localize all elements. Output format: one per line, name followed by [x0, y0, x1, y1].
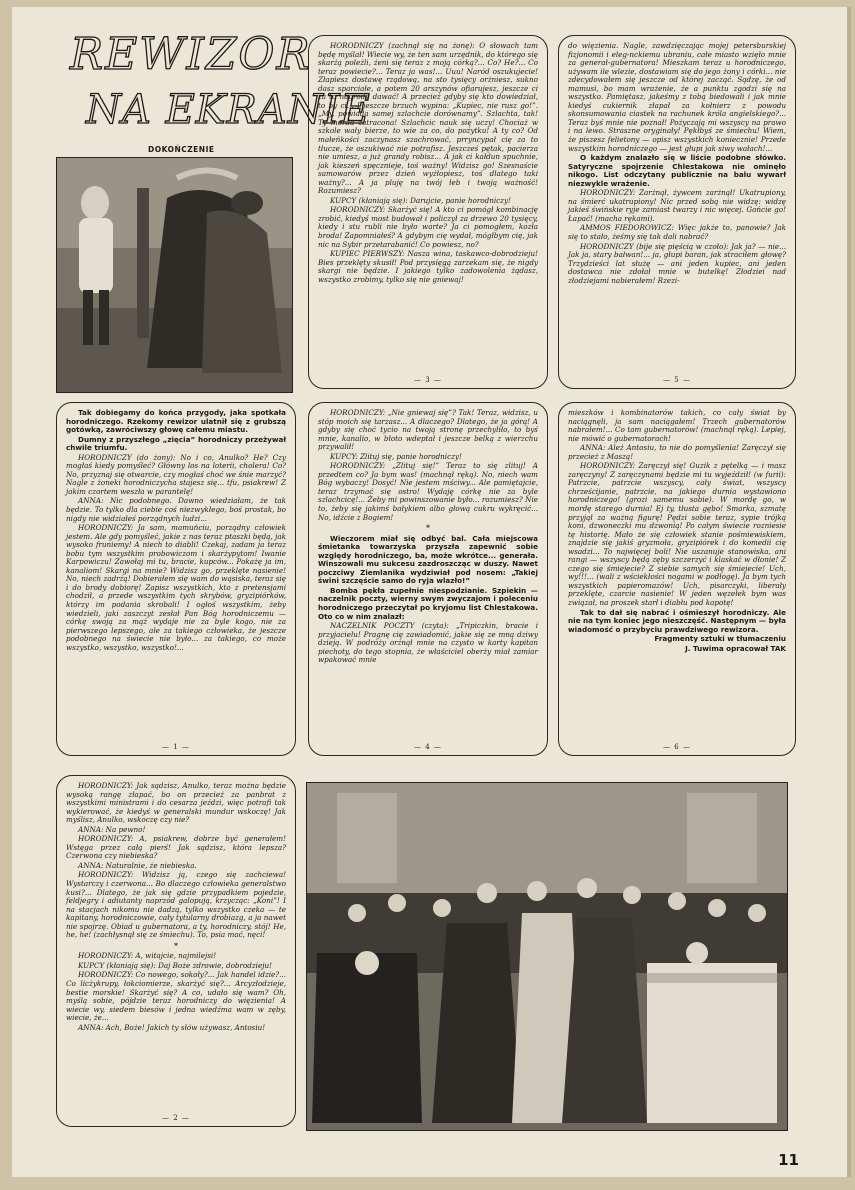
paragraph: HORODNICZY (bije się pięścią w czoło): Jak ja? — nie... Jak ja, stary bałwan!... ja, głupi baran, jak straciłem głowę? Trzydzieści lat służę — ani jeden kupiec, ani jeden dostawca nie zdołał mnie w butelkę! Złodziei nad złodziejami nabierałem! Rzezi- — [568, 241, 786, 285]
column-number: — 1 — — [162, 743, 190, 752]
paragraph: KUPCY: Zlituj się, panie horodniczy! — [330, 451, 462, 461]
paragraph: HORODNICZY: Widzisz ją, czego się zachciewa! Wystarczy i czerwona... Bo dlaczego człowieka generalstwo kusi?... Dlatego, że jak się gdzie przypadkiem pojedzie, feldjegry i adiutanty naprzód galopują, krzycząc: „Koni”! I na stacjach nikomu nie dadzą, tylko wszystko czeka — te kapitany, horodniczowie, cały tytularny drobiazg, a ja nawet nie spojrzę. Obiad u gubernatora, a ty, horodniczy, stój! He, he, he! (zachłysnął się ze śmiechu). To, psia mać, nęci! — [66, 870, 286, 940]
continuation-label: DOKOŃCZENIE — [148, 145, 215, 154]
column-number: — 5 — — [663, 376, 691, 385]
paragraph: Wieczorem miał się odbyć bal. Cała miejscowa śmietanka towarzyska przyszła zapewnić sobie względy horodniczego, ba, może wkrótce... generała. Winszowali mu sukcesu zazdroszcząc w duszy. Nawet poczciwy Ziemlanika wydziwiał pod nosem: „Takiej świni szczęście samo do ryja wlazło!” — [318, 533, 538, 586]
text-column-5 — [558, 35, 796, 389]
film-still-top — [56, 157, 293, 393]
credit-line: J. Tuwima opracował TAK — [685, 643, 786, 653]
paragraph: HORODNICZY: Ja sam, mamuńciu, porządny człowiek jestem. Ale gdy pomyśleć, jakie z nas teraz ptaszki będą, jak wysoko fruniemy! A niech to diabli! Czekaj, zadam ja teraz bobu tym wszystkim probowiczom i skarżypytom! Iwanie Karpowiczu! Zawołaj mi tu, bracie, kupców... Pokażę ja im, kanaliom! Skargi na mnie? Widzisz go, przeklęte nasienie! No, niech zadrżą! Dobierałem się wam do wąsiska, teraz się i do brody dobiorę! Zapisz wszystkich, kto z pretensjami chodził, a przede wszystkim tych skrybów, gryzipiórków, którzy im podania skrobali! I ogłoś wszystkim, żeby wiedzieli, jaki zaszczyt zesłał Pan Bóg horodniczemu — córkę swoją za mąż wydaje nie za byle kogo, nie za pierwszego lepszego, ale za takiego człowieka, że jeszcze podobnego na świecie nie było... za takiego, co może wszystko, wszystko, wszystko!... — [66, 523, 286, 652]
paragraph: ANNA: Na pewno! — [78, 824, 146, 834]
paragraph: KUPCY (kłaniają się): Daj Boże zdrowie, dobrodzieju! — [78, 960, 272, 970]
column-number: — 4 — — [414, 743, 442, 752]
text-column-4 — [308, 402, 548, 756]
paragraph: NACZELNIK POCZTY (czyta): „Tripiczkin, bracie i przyjacielu! Pragnę cię zawiadomić, jakie się ze mną dziwy dzieją. W podróży orżnął mnie na czysto w karty kapitan piechoty, do tego stopnia, że właściciel oberży miał zamiar wpakować mnie — [318, 621, 538, 665]
paragraph: KUPIEC PIERWSZY: Nasza wina, taskawco-dobrodzieju! Bies przeklęty skusił! Pod przysięgą zarzekam się, że nigdy skargi nie będzie. I jakiego tylko zadowolenia żądasz, wszystko zrobimy, tylko się nie gniewaj! — [318, 249, 538, 284]
paragraph: HORODNICZY: „Zlituj się!” Teraz to się zlituj! A przedtem co? Ja bym was! (machnął ręką). No, niech wam Bóg wybaczy! Dosyć! Nie jestem mściwy... Ale pamiętajcie, teraz trzymać się ostro! Wydaję córkę nie za byle szlachcicę!... Żeby mi powinszowanie było... rozumiesz? Nie to, żeby się jakimś bałykiem albo głową cukru wykręcić... No, idźcie z Bogiem! — [318, 461, 538, 522]
column-number: — 6 — — [663, 743, 691, 752]
column-number: — 3 — — [414, 376, 442, 385]
paragraph: HORODNICZY: A, psiakrew, dobrze być generałem! Wstęga przez całą pierś! Jak sądzisz, która lepsza? Czerwona czy niebieska? — [66, 834, 286, 861]
paragraph: HORODNICZY: Jak sądzisz, Anulko, teraz można będzie wysoką rangę złapać, bo on przecież za panbrat z wszystkimi ministrami i do cesarza jeździ, więc potrafi tak wykierować, że kiedyś w generalski mundur wskoczę! Jak myślisz, Anulko, wskoczę czy nie? — [66, 781, 286, 825]
film-still-bottom — [306, 782, 788, 1131]
paragraph: HORODNICZY (zachnął się na żonę): O słowach tam będę myślał! Wiecie wy, że ten sam urzędnik, do którego się skarżą poleżli, żeni się teraz z moją córką?... Co? He?... Co teraz powiecie?... Teraz ja was!... Uuu! Naród oszukujecie! Złapiesz dostawę rządową, na sto tysięcy orżniesz, sukno dasz sparciałe, a potem 20 arszynów ofiarujesz, jeszcze ci za to nagrodę dawać! A przecież gdyby się kto dowiedział, to by ci... I jeszcze brzuch wypina: „Kupiec, nie rusz go!”. „My, powiada samej szlachcie dorównamy”. Szlachta, tak! Ty morda zatracona! Szlachcic nauk się uczy! Chociaż w szkole wały bierze, to wie za co, do pożytku! A ty co? Od małeńkości zaczynasz szachrować, prryncypał cię za to tłucze, że oszukiwać nie potrafisz. Jeszcześ pętak, pacierza nie umiesz, a już grandy robisz... A jak ci kałdun spuchnie, jak kieszeń spęcznieje, toś ważny! Widzisz go! Szesnaście samowarów przez dzień wyżłopiesz, toś dlatego taki ważny?... A ja pluję na twój łeb i twoją ważność! Rozumiesz? — [318, 41, 538, 196]
column-number: — 2 — — [162, 1114, 190, 1123]
paragraph: KUPCY (kłaniają się): Darujcie, panie horodniczy! — [330, 195, 511, 205]
paragraph: Dumny z przyszłego „zięcia” horodniczy przeżywał chwile triumfu. — [66, 434, 286, 453]
text-column-6 — [558, 402, 796, 756]
text-column-1 — [56, 402, 296, 756]
paragraph: Tak to dał się nabrać i ośmieszył horodniczy. Ale nie na tym koniec jego nieszczęść. Następnym — była wiadomość o przybyciu prawdziwego rewizora. — [568, 607, 786, 634]
text-column-3 — [308, 35, 548, 389]
paragraph: ANNA: Naturalnie, że niebieska. — [78, 860, 197, 870]
paragraph: do więzienia. Nagle, zawdzięczając mojej petersburskiej fizjonomii i eleg-nckiemu ubraniu, całe miasto wzięło mnie za generał-gubernatora! Mieszkam teraz u horodniczego, używam ile wlezie, dostawiam się do jego żony i córki... nie zdecydowałem się jeszcze od której zacząć. Sądzę, że od mamusi, bo mam wrażenie, że a punktu zgodzi się na wszystko. Pamiętasz, jakeśmy z tobą biedowali i jak mnie kiedyś cukiernik złapał za kołnierz z powodu skonsumowania ciastek na rachunek króla angielskiego?... Teraz byś mnie nie poznał! Pożyczają mi wszyscy na prawo i na lewo. Straszne oryginały! Pękłbyś ze śmiechu! Wiem, że piszesz felietony — opisz wszystkich koniecznie! Przede wszystkim horodniczego — jest głupi jak siwy wałach!... — [568, 41, 786, 153]
headline — [64, 23, 371, 135]
paragraph: HORODNICZY: „Nie gniewaj się”? Tak! Teraz, widzisz, u stóp moich się tarzasz... A dlaczego? Dlatego, że ja górą! A gdyby się choć tycio na twoją stronę przechyliło, to byś mnie, kanalio, w błoto wdeptał i jeszcze belką z wierzchu przywalił! — [318, 408, 538, 452]
paragraph: mieszków i kombinatorów takich, co cały świat by naciągnęli, ja sam naciągałem! Trzech gubernatorów nabrałem!... Co tam gubernatorów! (machnął ręką). Lepiej, nie mówić o gubernatorach! — [568, 408, 786, 443]
text-column-2 — [56, 775, 296, 1127]
paragraph: HORODNICZY (do żony): No i co, Anulko? He? Czy mogłaś kiedy pomyśleć? Główny los na loterii, cholera! Co? No, przyznaj się otwarcie, czy mogłaś choć we śnie marzyć? Nagle z żoneki horodniczycha stajesz się... tfu, psiakrew! Z jakim czortem weszła w parantelę! — [66, 452, 286, 496]
paragraph: Tak dobiegamy do końca przygody, jaka spotkała horodniczego. Rzekomy rewizor ulatnił się z grubszą gotówką, zawróciwszy głowę całemu miastu. — [66, 408, 286, 435]
section-divider: * — [426, 523, 430, 533]
paragraph: ANNA: Ach, Boże! Jakich ty słów używasz, Antosiu! — [78, 1022, 266, 1032]
page-number: 11 — [778, 1151, 799, 1169]
paragraph: AMMOS FIEDOROWICZ: Więc jakże to, panowie? Jak się to stało, żeśmy się tak dali nabrać? — [568, 223, 786, 242]
paragraph: O każdym znalazło się w liście podobne słówko. Satyryczne spojrzenie Chlestakowa nie ominęło nikogo. List odczytany publicznie na balu wywarł niezwykle wrażenie. — [568, 153, 786, 188]
paragraph: HORODNICZY: Co nowego, sokoły?... Jak handel idzie?... Co licżykrupy, łokciomierze, skarżyć się?... Arcyzłodzieje, bestie morskie! Skarżyć się? A co, udało się wam? Oh, myślą sobie, pójdzie teraz horodniczy do więzienia! A wiecie wy, siedem biesów i jedna wiedźma wam w zęby, wiecie, że... — [66, 970, 286, 1023]
paragraph: HORODNICZY: Skarżyć się! A kto ci pomógł kombinację zrobić, kiedyś most budował i policzył za drzewo 20 tysięcy, kiedy i stu rubli nie było warte? Ja ci pomogłem, kozła broda! Zapomniałeś? A gdybym cię wydał, mógłbym cię, jak nic na Sybir przetarabanić! Co powiesz, no? — [318, 205, 538, 249]
credit-line: Fragmenty sztuki w tłumaczeniu — [654, 634, 786, 644]
paragraph: HORODNICZY: A, witajcie, najmilejsi! — [78, 951, 217, 961]
section-divider: * — [174, 940, 178, 950]
paragraph: ANNA: Ależ Antosiu, to nie do pomyślenia! Zaręczył się przecież z Maszą! — [568, 443, 786, 461]
svg-text:REWIZOR: REWIZOR — [70, 29, 312, 80]
svg-text:NA EKRANIE: NA EKRANIE — [86, 87, 371, 133]
magazine-page — [12, 7, 847, 1177]
headline-lettering — [64, 23, 371, 135]
paragraph: HORODNICZY: Zaręczył się! Guzik z pętelką — i masz zaręczyny! Z zaręczynami będzie mi tu wyjeździł! (w furii): Patrzcie, patrzcie wszyscy, cały świat, wszyscy chrześcijanie, patrzcie, na jakiego durnia wystawiono horodniczego! (grozi samemu sobie). W mordę go, w mordę starego durnia! Ej ty, tłusta gębo! Smarka, szmatę przyjął za ważną figurę! Pędzi sobie teraz, sypie trójką koni, dzwoneczki mu dzwonią! Po całym świecie rozniesie tę historię. Mało że się człowiek stanie pośmiewiskiem, znajdzie się jakiś gryzmoła, gryzipiórek i do komedii cię wsadzi... To najwięcej boli! Nie uszanuje stanowiska, ani rangi — wszyscy będą zęby szczerzyć i klaskać w dłonie! Z czego się śmiejecie? Z siebie samych się śmiejecie! Uch, wy!!!... (wali z wściekłości nogami w podłogę). Ja bym tych wszystkich papieromazów! Uch, pisarczyki, liberały przeklęte, czarcie nasienie! W jeden węzełek bym was związał, na proszek starł i diabłu pod kapotę! — [568, 461, 786, 608]
paragraph: Bomba pękła zupełnie niespodzianie. Szpiekin — naczelnik poczty, wierny swym zwyczajom i poleceniu horodniczego przeczytał po kryjomu list Chlestakowa. Oto co w nim znalazł: — [318, 585, 538, 621]
paragraph: ANNA: Nic podobnego. Dawno wiedziałam, że tak będzie. To tylko dla ciebie coś niezwykłego, boś prostak, bo nigdy nie widziałeś porządnych ludzi... — [66, 496, 286, 523]
paragraph: HORODNICZY: Zarżnął, żywcem zarżnął! Ukatrupiony, na śmierć ukatrupiony! Nic przed sobą nie widzę: widzę jakieś świńskie ryje zamiast twarzy i nic więcej. Gońcie go! Łapać! (macha rękami). — [568, 188, 786, 223]
